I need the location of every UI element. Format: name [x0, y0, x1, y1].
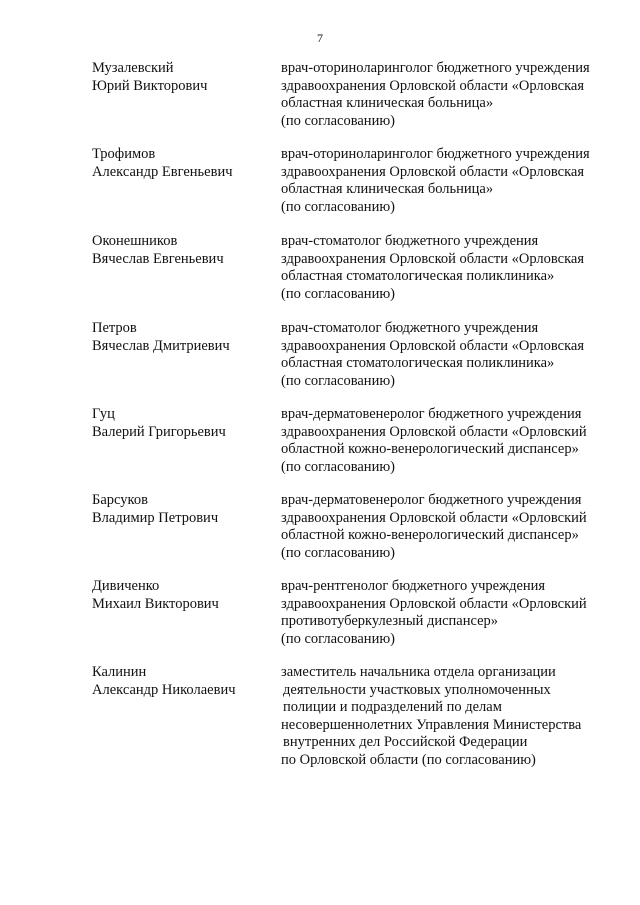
position-line: (по согласованию)	[281, 544, 395, 561]
person-name	[92, 320, 272, 355]
position-line: здравоохранения Орловской области «Орловская	[281, 250, 585, 267]
given-names: Владимир Петрович	[92, 509, 219, 526]
position-line: врач-дерматовенеролог бюджетного учреждения	[281, 406, 582, 422]
given-names: Вячеслав Евгеньевич	[92, 250, 224, 267]
position-line: здравоохранения Орловской области «Орловский	[281, 595, 587, 612]
surname: Оконешников	[92, 233, 178, 249]
position-description	[281, 664, 621, 769]
position-description	[281, 233, 621, 303]
position-line: здравоохранения Орловской области «Орловская	[281, 77, 585, 94]
person-name	[92, 60, 272, 95]
person-name	[92, 578, 272, 613]
position-line: врач-стоматолог бюджетного учреждения	[281, 233, 539, 249]
position-line: здравоохранения Орловской области «Орловская	[281, 337, 585, 354]
surname: Трофимов	[92, 146, 156, 162]
given-names: Валерий Григорьевич	[92, 423, 226, 440]
position-line: внутренних дел Российской Федерации	[283, 734, 528, 750]
position-line: областная клиническая больница»	[281, 181, 494, 197]
position-line: здравоохранения Орловской области «Орловская	[281, 163, 585, 180]
position-line: областная клиническая больница»	[281, 95, 494, 111]
person-name	[92, 664, 272, 699]
person-name	[92, 146, 272, 181]
position-line: несовершеннолетних Управления Министерства	[281, 716, 582, 733]
position-line: областная стоматологическая поликлиника»	[281, 355, 555, 371]
given-names: Александр Николаевич	[92, 681, 236, 698]
position-line: (по согласованию)	[281, 198, 395, 215]
position-description	[281, 492, 621, 562]
surname: Барсуков	[92, 492, 148, 508]
given-names: Михаил Викторович	[92, 595, 219, 612]
position-description	[281, 60, 621, 130]
surname: Гуц	[92, 406, 115, 422]
position-line: областная стоматологическая поликлиника»	[281, 268, 555, 284]
position-line: (по согласованию)	[281, 285, 395, 302]
position-line: врач-стоматолог бюджетного учреждения	[281, 320, 539, 336]
position-line: полиции и подразделений по делам	[283, 699, 502, 715]
position-line: областной кожно-венерологический диспансер»	[281, 527, 579, 543]
position-line: врач-рентгенолог бюджетного учреждения	[281, 578, 546, 594]
surname: Петров	[92, 320, 137, 336]
position-line: врач-оториноларинголог бюджетного учреждения	[281, 146, 590, 162]
position-line: противотуберкулезный диспансер»	[281, 613, 499, 629]
position-line: врач-оториноларинголог бюджетного учреждения	[281, 60, 590, 76]
given-names: Юрий Викторович	[92, 77, 208, 94]
surname: Калинин	[92, 664, 147, 680]
position-line: областной кожно-венерологический диспансер»	[281, 441, 579, 457]
given-names: Александр Евгеньевич	[92, 163, 233, 180]
position-line: заместитель начальника отдела организации	[281, 664, 556, 680]
person-name	[92, 406, 272, 441]
person-name	[92, 492, 272, 527]
person-name	[92, 233, 272, 268]
position-line: здравоохранения Орловской области «Орловский	[281, 423, 587, 440]
position-line: по Орловской области (по согласованию)	[281, 751, 536, 768]
position-line: деятельности участковых уполномоченных	[283, 681, 551, 698]
position-line: (по согласованию)	[281, 458, 395, 475]
surname: Музалевский	[92, 60, 174, 76]
position-line: врач-дерматовенеролог бюджетного учреждения	[281, 492, 582, 508]
given-names: Вячеслав Дмитриевич	[92, 337, 230, 354]
position-line: здравоохранения Орловской области «Орловский	[281, 509, 587, 526]
surname: Дивиченко	[92, 578, 160, 594]
position-line: (по согласованию)	[281, 372, 395, 389]
position-description	[281, 320, 621, 390]
position-line: (по согласованию)	[281, 112, 395, 129]
position-line: (по согласованию)	[281, 630, 395, 647]
position-description	[281, 146, 621, 216]
page-number: 7	[317, 31, 323, 45]
position-description	[281, 406, 621, 476]
position-description	[281, 578, 621, 648]
